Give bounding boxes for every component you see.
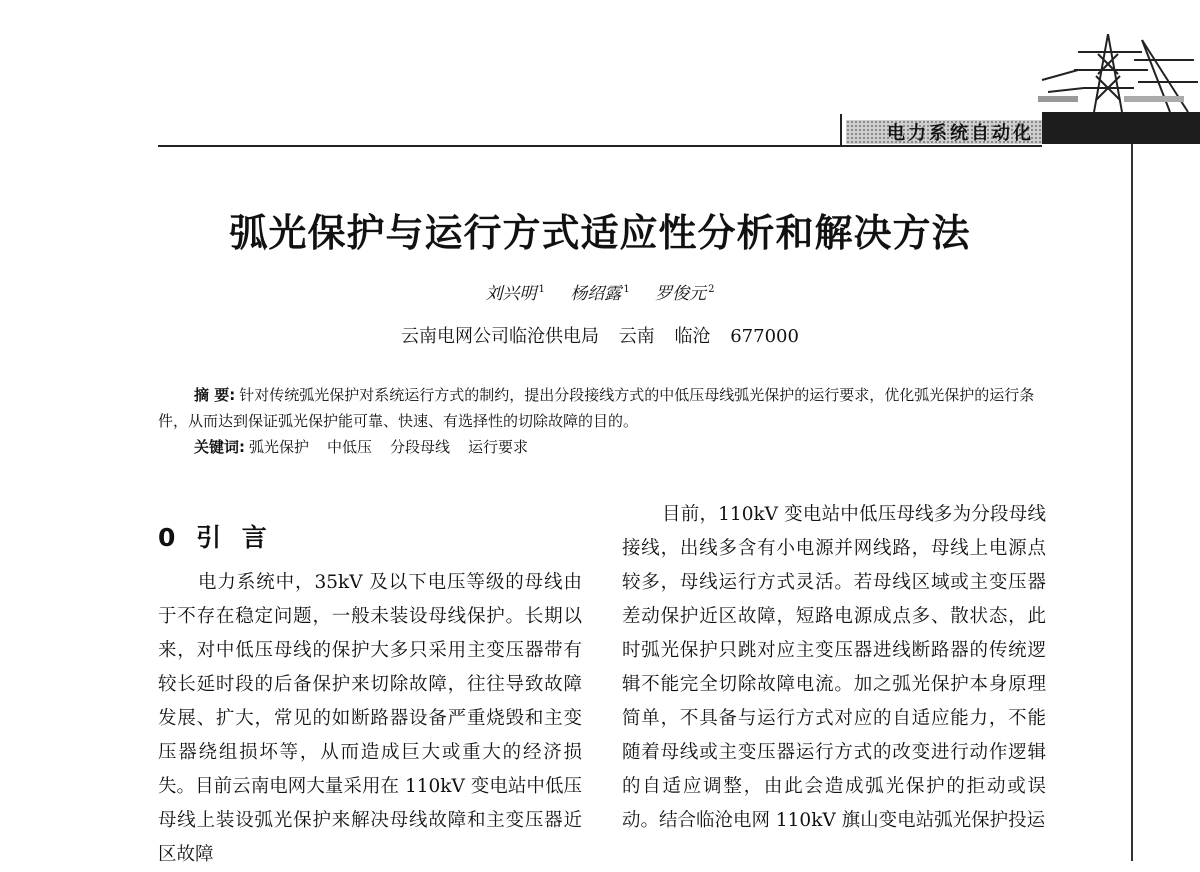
author-list [0,279,1200,304]
paper-title: 弧光保护与运行方式适应性分析和解决方法 [229,211,971,255]
author-name: 刘兴明 [485,284,537,304]
author [486,284,545,304]
author-affil: 1 [538,284,545,296]
journal-section-label [846,120,1042,144]
section-heading: 0 引 言 [158,523,267,552]
abstract-label: 摘 要: [194,386,236,404]
header-rule [158,145,1042,147]
body-paragraph: 目前，110kV 变电站中低压母线多为分段母线接线，出线多含有小电源并网线路，母线上电源点较多，母线运行方式灵活。若母线区域或主变压器差动保护近区故障，短路电源成点多、散状态，此时弧光保护只跳对应主变压器进线断路器的传统逻辑不能完全切除故障电流。加之弧光保护本身原理简单，不具备与运行方式对应的自适应能力，不能随着母线或主变压器运行方式的改变进行动作逻辑的自适应调整，由此会造成弧光保护的拒动或误动。结合临沧电网 110kV 旗山变电站弧光保护投运 [622,504,1046,831]
author-name: 罗俊元 [655,284,707,304]
abstract-text: 针对传统弧光保护对系统运行方式的制约，提出分段接线方式的中低压母线弧光保护的运行要求，优化弧光保护的运行条件，从而达到保证弧光保护能可靠、快速、有选择性的切除故障的目的。 [158,386,1035,430]
keywords-paragraph [158,434,1048,460]
keyword: 中低压 [327,438,373,456]
keyword: 弧光保护 [249,438,310,456]
author [570,284,629,304]
body-column-right [622,498,1046,838]
author-name: 杨绍露 [570,284,622,304]
transmission-tower-illustration [1038,30,1200,114]
keywords-label: 关键词: [194,438,245,456]
author-affil: 2 [708,284,715,296]
author [655,284,714,304]
body-column-left [158,566,582,872]
abstract-paragraph [158,382,1048,434]
abstract-block [158,382,1048,460]
header-dark-band [1042,112,1200,144]
header-tick-rule [840,114,842,147]
keyword: 运行要求 [468,438,529,456]
keyword: 分段母线 [390,438,451,456]
affiliation: 云南电网公司临沧供电局 云南 临沧 677000 [401,326,799,347]
journal-section-text: 电力系统自动化 [887,123,1034,144]
author-affil: 1 [623,284,630,296]
body-paragraph: 电力系统中，35kV 及以下电压等级的母线由于不存在稳定问题，一般未装设母线保护。长期以来，对中低压母线的保护大多只采用主变压器带有较长延时段的后备保护来切除故障，往往导致故障发展、扩大，常见的如断路器设备严重烧毁和主变压器绕组损坏等，从而造成巨大或重大的经济损失。目前云南电网大量采用在 110kV 变电站中低压母线上装设弧光保护来解决母线故障和主变压器近区故障 [158,572,582,865]
